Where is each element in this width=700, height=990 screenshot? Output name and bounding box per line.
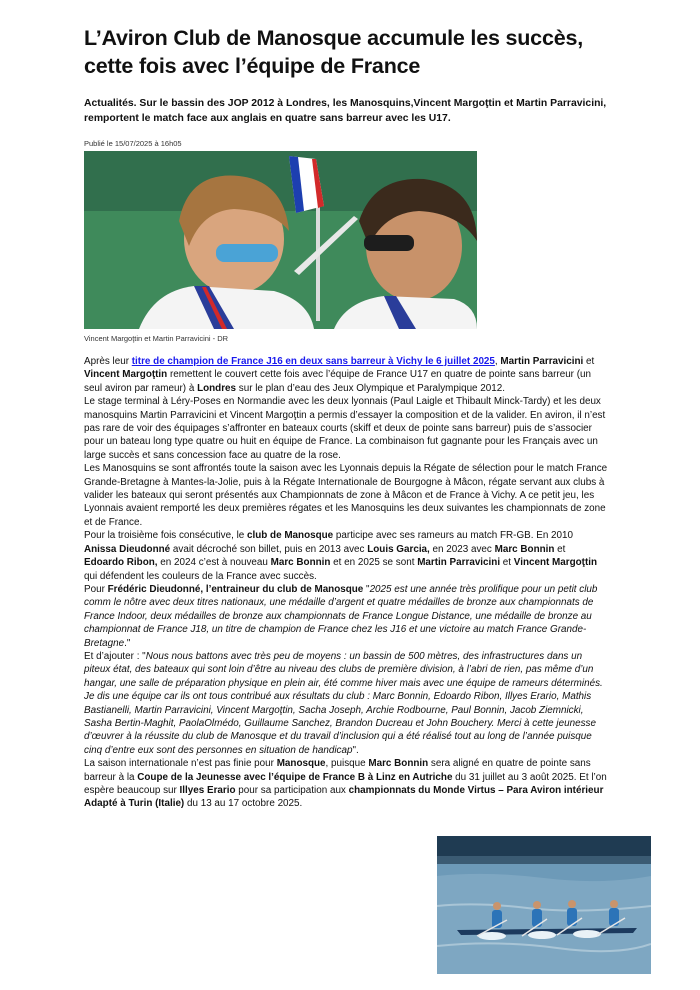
name-bold: Marc Bonnin [494, 543, 555, 555]
paragraph-2: Le stage terminal à Léry-Poses en Normandie avec les deux lyonnais (Paul Laigle et Thibault Minck-Tardy) et les deux manosquins Martin Parravicini et Vincent Margoţtin a permis d’essayer la composition et de la valider. En aviron, il n’est pas rare de voir des équipages s’affronter en bateaux courts (skiff et deux de pointe sans barreur) puis de s’associer pour un bateau long type quatre ou huit en équipe de France. La combinaison fut gagnante pour les Français avec un large succès et sans concession face au quatre de la rose. [84, 396, 606, 461]
name-bold: Marc Bonnin [270, 557, 331, 569]
text: Pour la troisième fois consécutive, le [84, 530, 248, 542]
name-bold: Vincent Margoţtin [84, 369, 168, 381]
text: La saison internationale n’est pas finie pour [84, 758, 277, 770]
text: du 13 au 17 octobre 2025. [184, 798, 303, 810]
text: ". [352, 744, 359, 756]
text: participe avec ses rameurs au match FR-GB. En 2010 [333, 530, 574, 542]
paragraph-6 [84, 650, 608, 757]
photo-caption: Vincent Margoţtin et Martin Parravicini - DR [84, 334, 229, 343]
text: sera aligné en quatre de pointe sans barreur à la [84, 758, 591, 783]
text: " [363, 583, 370, 595]
paragraph-3: Les Manosquins se sont affrontés toute la saison avec les Lyonnais depuis la Régate de sélection pour le match France Grande-Bretagne à Mantes-la-Jolie, puis à la Régate Internationale de Bourgogne à Mâcon, régate servant aux clubs à valider les bateaux qui seront présentés aux Championnats de zone à Mâcon et de France à Vichy. A ce petit jeu, les Lyonnais avaient remporté les deux premières régates et les Manosquins les deux suivantes les championnats de zone et de France. [84, 463, 608, 528]
text: ." [124, 637, 131, 649]
rowing-boat-photo [437, 836, 651, 974]
text: pour sa participation aux [235, 785, 349, 796]
text: , puisque [325, 758, 369, 770]
name-bold: club de Manosque [247, 530, 334, 542]
text: du 31 juillet au 3 août 2025. Et l’on espère beaucoup sur [84, 771, 607, 796]
champion-title-link[interactable]: titre de champion de France J16 en deux sans barreur à Vichy le 6 juillet 2025 [131, 356, 495, 367]
text: Pour [84, 583, 108, 595]
article-lead: Actualités. Sur le bassin des JOP 2012 à Londres, les Manosquins,Vincent Margoţtin et Martin Parravicini, remportent le match face aux anglais en quatre sans barreur avec les U17. [84, 98, 607, 124]
name-bold: Louis Garcia, [367, 543, 430, 555]
text: , [494, 356, 501, 367]
article [84, 24, 608, 811]
article-body [84, 355, 608, 811]
name-bold: Martin Parravicini [500, 356, 584, 367]
rowers-portrait-photo [84, 151, 477, 329]
name-bold: Vincent Margoţtin [513, 557, 598, 569]
quote-italic: Nous nous battons avec très peu de moyens : un bassin de 500 mètres, des infrastructures dans un piteux état, des bateaux qui sont loin d’être au niveau des clubs de première division, à l’abri de rien, pas même d’un hangar, une salle de préparation physique en plein air, été comme hiver mais avec une équipe de rameurs déterminés. Je dis une équipe car ils ont tous contribué aux résultats du club : Marc Bonnin, Edoardo Ribon, Illyes Erario, Mathis Bastianelli, Martin Parravicini, Vincent Margoţtin, Sacha Joseph, Archie Rodbourne, Paul Bonnin, Jacob Ziemnicki, Sasha Bertin-Maghit, PaolaOlmédo, Guillaume Sanchez, Brandon Ducreau et John Bouchery. Merci à cette jeunesse d’œuvrer à la réussite du club de Manosque et du travail d’inclusion qui a été réalisé tout au long de l’année puisque cinq d’entre eux sont des personnes en situation de handicap [84, 650, 603, 756]
text: et [500, 557, 514, 569]
name-bold: Edoardo Ribon, [84, 557, 158, 569]
text: avait décroché son billet, puis en 2013 avec [170, 543, 368, 555]
name-bold: Anissa Dieudonné [84, 543, 171, 555]
name-bold: Illyes Erario [179, 785, 236, 796]
text: qui défendent les couleurs de la France avec succès. [84, 570, 317, 582]
text: Après leur [84, 356, 132, 367]
place-bold: Londres [197, 382, 237, 394]
text: remettent le couvert cette fois avec l’équipe de France U17 en quatre de pointe sans barreur (un seul aviron par rameur) à [84, 369, 591, 394]
quote-italic: 2025 est une année très prolifique pour un petit club comm le nôtre avec deux titres nationaux, une médaille d’argent et quatre médailles de bronze aux championnats de France Indoor, deux médailles de bronze aux championnats de France Longue Distance, une médaille de bronze au championnat de France J18, un titre de champion de France chez les J16 et une victoire au match France Grande-Bretagne [84, 583, 598, 649]
paragraph-5 [84, 583, 608, 650]
text: et [583, 356, 595, 367]
event-bold: Coupe de la Jeunesse avec l’équipe de France B à Linz en Autriche [137, 771, 453, 783]
article-title: L’Aviron Club de Manosque accumule les succès, cette fois avec l’équipe de France [84, 26, 583, 78]
text: et [554, 543, 566, 555]
text: sur le plan d’eau des Jeux Olympique et Paralympique 2012. [236, 382, 506, 394]
name-bold: Martin Parravicini [417, 557, 501, 569]
paragraph-1 [84, 355, 608, 395]
event-bold: championnats du Monde Virtus – Para Aviron intérieur Adapté à Turin (Italie) [84, 785, 604, 810]
place-bold: Manosque [276, 758, 326, 770]
text: Et d’ajouter : " [84, 650, 146, 662]
name-bold: Frédéric Dieudonné, l’entraineur du club de Manosque [107, 583, 364, 595]
paragraph-7 [84, 757, 608, 811]
publication-date: Publié le 15/07/2025 à 16h05 [84, 139, 182, 148]
paragraph-4 [84, 529, 608, 583]
text: en 2024 c’est à nouveau [157, 557, 271, 569]
text: et en 2025 se sont [330, 557, 418, 569]
name-bold: Marc Bonnin [368, 758, 429, 770]
text: en 2023 avec [429, 543, 495, 555]
